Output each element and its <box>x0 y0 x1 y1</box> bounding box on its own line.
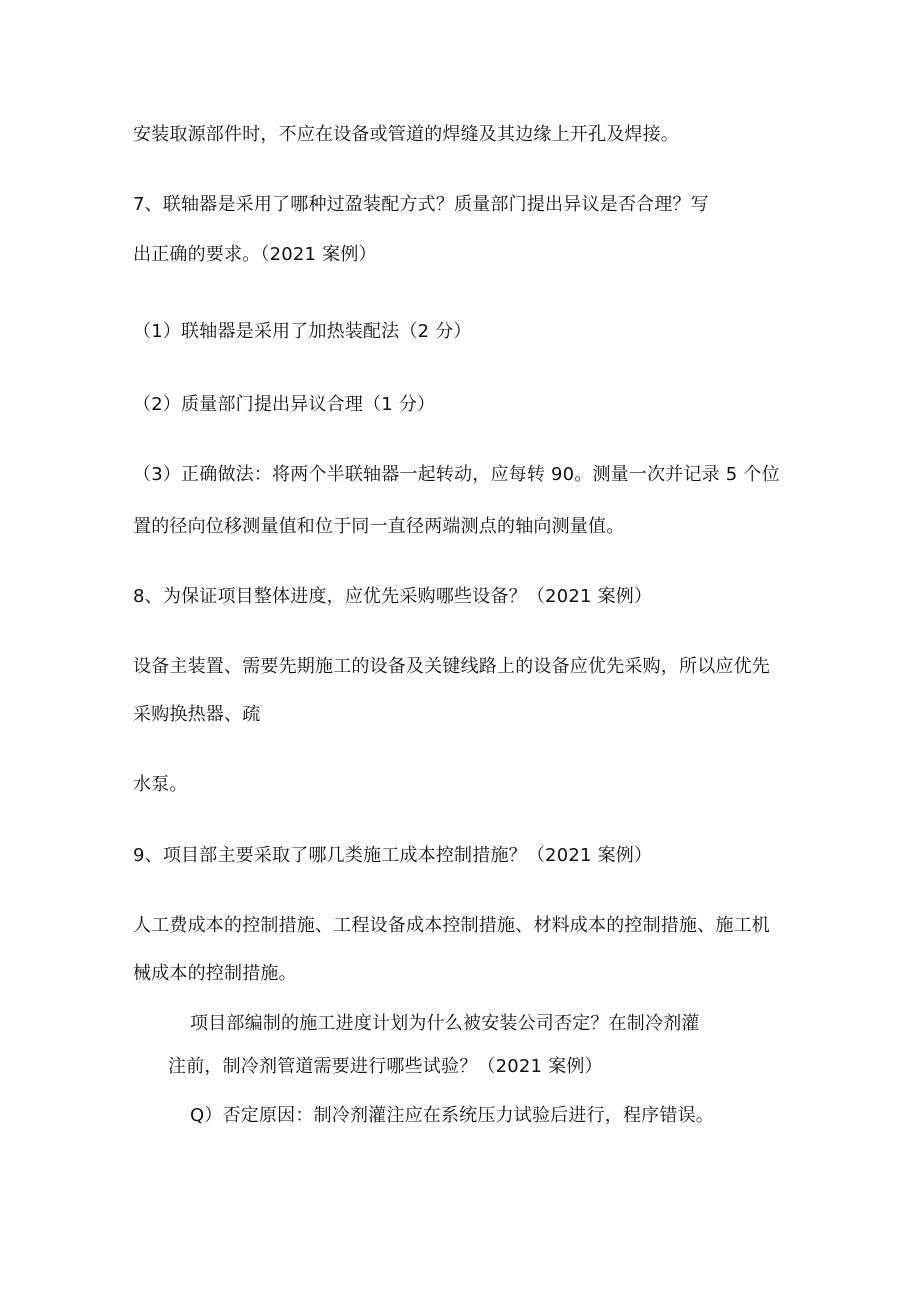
answer-9-line-1: 人工费成本的控制措施、工程设备成本控制措施、材料成本的控制措施、施工机 <box>133 915 770 936</box>
text-line-1: 安装取源部件时，不应在设备或管道的焊缝及其边缘上开孔及焊接。 <box>133 124 679 145</box>
question-7-line-1: 7、联轴器是采用了哪种过盈装配方式？质量部门提出异议是否合理？写 <box>133 194 709 215</box>
answer-7-item-3-line-1: （3）正确做法：将两个半联轴器一起转动，应每转 90。测量一次并记录 5 个位 <box>133 464 780 485</box>
question-9: 9、项目部主要采取了哪几类施工成本控制措施？（2021 案例） <box>133 845 653 866</box>
question-10-line-2: 注前，制冷剂管道需要进行哪些试验？（2021 案例） <box>168 1056 603 1077</box>
answer-8-line-2: 采购换热器、疏 <box>133 704 261 725</box>
answer-7-item-1: （1）联轴器是采用了加热装配法（2 分） <box>133 321 472 342</box>
answer-7-item-2: （2）质量部门提出异议合理（1 分） <box>133 394 436 415</box>
question-7-line-2: 出正确的要求。（2021 案例） <box>133 244 377 265</box>
question-8: 8、为保证项目整体进度，应优先采购哪些设备？（2021 案例） <box>133 586 653 607</box>
question-10-line-1: 项目部编制的施工进度计划为什么被安装公司否定？在制冷剂灌 <box>190 1013 700 1034</box>
answer-10-item-1: Q）否定原因：制冷剂灌注应在系统压力试验后进行，程序错误。 <box>190 1105 714 1126</box>
answer-9-line-2: 械成本的控制措施。 <box>133 963 297 984</box>
answer-7-item-3-line-2: 置的径向位移测量值和位于同一直径两端测点的轴向测量值。 <box>133 516 625 537</box>
answer-8-line-3: 水泵。 <box>133 774 188 795</box>
answer-8-line-1: 设备主装置、需要先期施工的设备及关键线路上的设备应优先采购，所以应优先 <box>133 656 770 677</box>
